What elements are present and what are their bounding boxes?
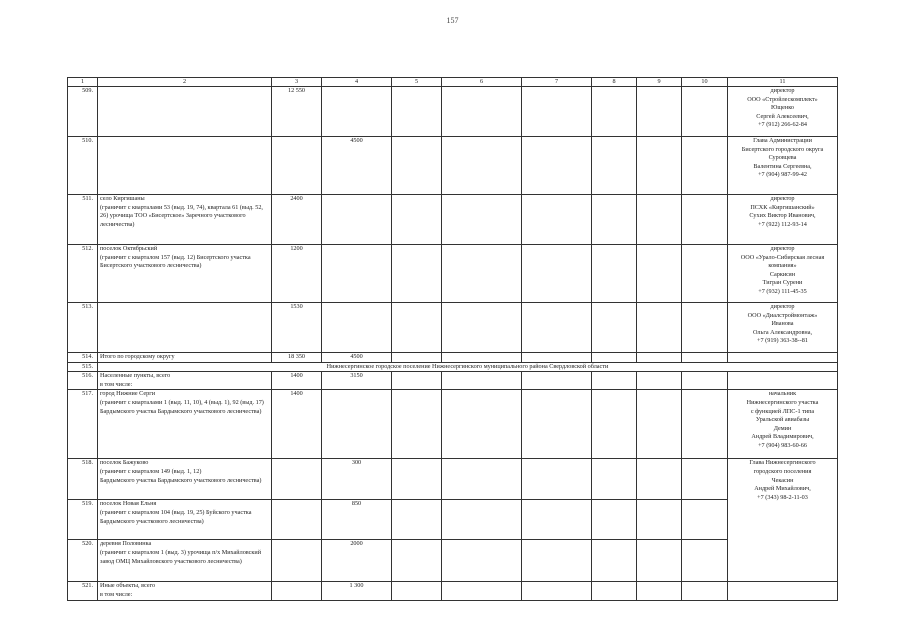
row-value-3 [272,582,322,600]
row-value-3: 2400 [272,195,322,245]
row-number: 515. [68,362,98,372]
row-contact: директор ООО «Диалстроймонтаж» Иванова Ольга Александровна, +7 (919) 363-38--81 [728,303,838,353]
table-row [68,459,838,500]
row-number: 511. [68,195,98,245]
row-value-4: 1 300 [322,582,392,600]
row-name: село Киргишаны (граничит с кварталами 53 (выд. 19, 74), квартала 61 (выд. 52, 26) урочища ТОО «Бисертское» Заречного участкового лесничества) [98,195,272,245]
table-row [68,582,838,600]
row-value-3 [272,459,322,500]
row-value-3 [272,137,322,195]
row-contact: директор ООО «Стройлескомплект» Ющенко Сергей Алексеевич, +7 (912) 266-62-84 [728,87,838,137]
page-number: 157 [446,16,459,25]
table-row [68,303,838,353]
row-name: Итого по городскому округу [98,353,272,363]
row-name [98,137,272,195]
table-row [68,500,838,540]
table-row [68,390,838,459]
row-value-4 [322,303,392,353]
row-name: поселок Октябрьский (граничит с кварталом 157 (выд. 12) Бисертского участка Бисертского участкового лесничества) [98,245,272,303]
row-value-4 [322,390,392,459]
col-header: 8 [592,78,637,87]
row-number: 516. [68,372,98,390]
col-header: 5 [392,78,442,87]
row-contact: Глава Администрации Бисертского городского округа Суровцева Валентина Сергеевна, +7 (904) 987-99-42 [728,137,838,195]
row-value-3: 1400 [272,372,322,390]
col-header: 2 [98,78,272,87]
row-value-4: 4500 [322,137,392,195]
row-contact: директор ПСХК «Киргишанский» Сухих Виктор Иванович, +7 (922) 112-93-14 [728,195,838,245]
row-number: 519. [68,500,98,540]
row-contact: Глава Нижнесергинского городского поселения Чекасин Андрей Михайлович, +7 (343) 98-2-11-03 [728,459,838,582]
row-value-3 [272,540,322,582]
row-name [98,303,272,353]
row-value-4: 850 [322,500,392,540]
row-name: Иные объекты, всего в том числе: [98,582,272,600]
table-row [68,245,838,303]
row-name: деревня Половинка (граничит с кварталом 1 (выд. 3) урочища п/х Михайловский завод ОМЦ Михайловского участкового лесничества) [98,540,272,582]
row-name: город Нижние Серги (граничит с кварталами 1 (выд. 11, 10), 4 (выд. 1), 92 (выд. 17) Бардымского участка Бардымского участкового лесничества) [98,390,272,459]
row-value-3: 12 550 [272,87,322,137]
row-value-4: 3150 [322,372,392,390]
row-value-4: 2000 [322,540,392,582]
row-name: поселок Бажуково (граничит с кварталом 149 (выд. 1, 12) Бардымского участка Бардымского участкового лесничества) [98,459,272,500]
row-value-4 [322,87,392,137]
row-number: 509. [68,87,98,137]
row-value-4: 300 [322,459,392,500]
row-value-3: 1200 [272,245,322,303]
table-row-total [68,353,838,363]
row-number: 521. [68,582,98,600]
row-number: 518. [68,459,98,500]
col-header: 9 [637,78,682,87]
row-number: 513. [68,303,98,353]
col-header: 6 [442,78,522,87]
table-row [68,372,838,390]
row-number: 520. [68,540,98,582]
row-number: 514. [68,353,98,363]
col-header: 10 [682,78,728,87]
row-value-3: 18 350 [272,353,322,363]
table-row [68,195,838,245]
row-value-4 [322,195,392,245]
row-name: поселок Новая Ельня (граничит с кварталом 104 (выд. 19, 25) Буйского участка Бардымского участкового лесничества) [98,500,272,540]
row-value-4: 4500 [322,353,392,363]
row-contact: начальник Нижнесергинского участка с функцией ЛПС-1 типа Уральской авиабазы Демин Андрей Владимирович, +7 (904) 983-60-66 [728,390,838,459]
section-title: Нижнесергинское городское поселение Нижнесергинского муниципального района Свердловской области [98,362,838,372]
table-row-section [68,362,838,372]
row-value-3 [272,500,322,540]
row-number: 510. [68,137,98,195]
col-header: 1 [68,78,98,87]
row-value-3: 1400 [272,390,322,459]
row-number: 512. [68,245,98,303]
row-number: 517. [68,390,98,459]
col-header: 11 [728,78,838,87]
row-contact: директор ООО «Урало-Сибирская лесная компания» Саркисян Тигран Сурени +7 (932) 111-45-35 [728,245,838,303]
row-name [98,87,272,137]
table-row [68,137,838,195]
row-name: Населенные пункты, всего в том числе: [98,372,272,390]
table-row [68,87,838,137]
row-value-3: 1530 [272,303,322,353]
row-value-4 [322,245,392,303]
header-row [68,78,838,87]
register-table [67,77,838,601]
col-header: 3 [272,78,322,87]
col-header: 7 [522,78,592,87]
col-header: 4 [322,78,392,87]
table-row [68,540,838,582]
